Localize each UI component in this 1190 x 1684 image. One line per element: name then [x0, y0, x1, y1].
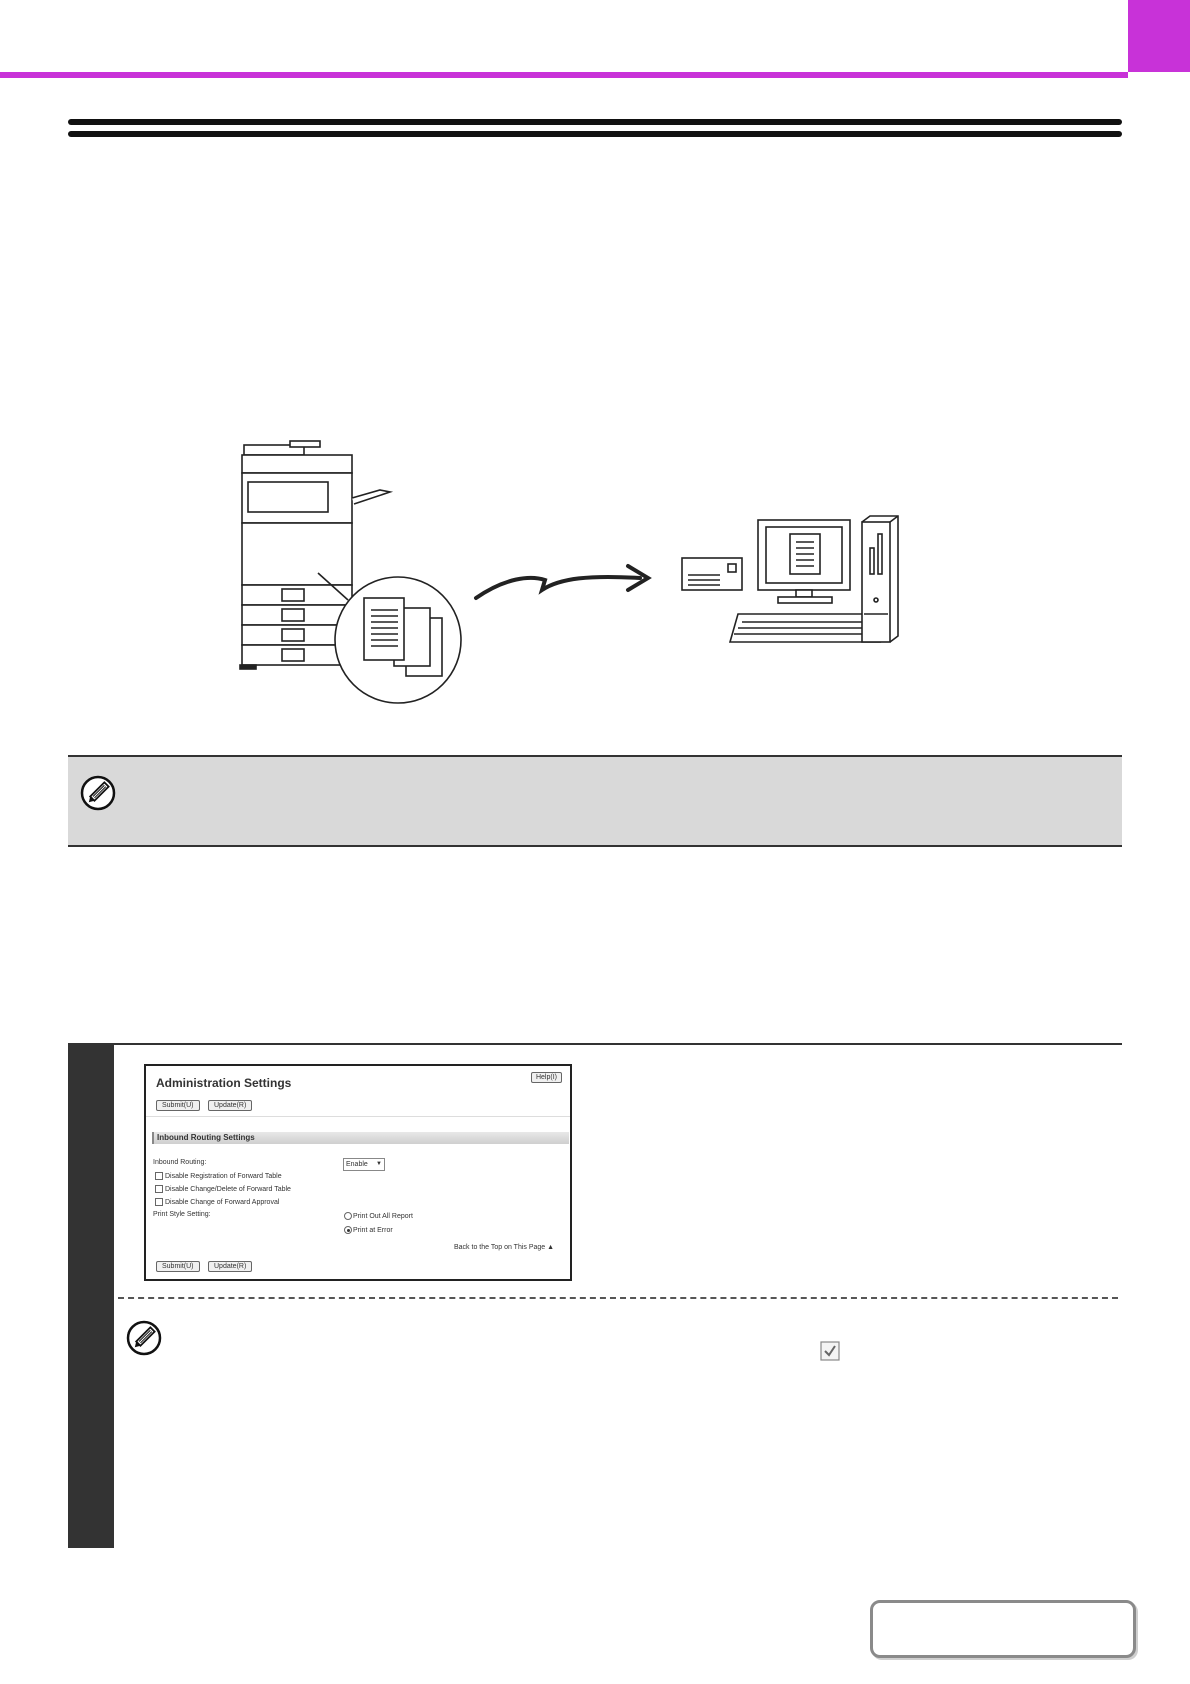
pencil-icon — [126, 1320, 162, 1356]
checkbox-option[interactable] — [155, 1172, 282, 1180]
checkbox-label: Disable Change of Forward Approval — [165, 1198, 280, 1206]
radio-label: Print Out All Report — [353, 1212, 413, 1220]
checkbox-label: Disable Registration of Forward Table — [165, 1172, 282, 1180]
inbound-routing-select[interactable] — [343, 1158, 385, 1171]
computer-icon — [730, 516, 898, 642]
title-rule-bottom — [68, 131, 1122, 137]
up-arrow-icon: ▲ — [547, 1244, 555, 1251]
title-rule-top — [68, 119, 1122, 125]
document-callout — [318, 573, 461, 703]
checkbox-icon — [820, 1341, 840, 1361]
dashed-separator — [118, 1297, 1118, 1299]
radio-label: Print at Error — [353, 1226, 393, 1234]
admin-settings-screenshot — [144, 1064, 572, 1281]
routing-illustration — [230, 430, 950, 710]
section-tab[interactable] — [1128, 0, 1190, 72]
step-top-rule — [68, 1043, 1122, 1045]
checkbox-icon[interactable] — [155, 1185, 163, 1193]
inbound-routing-label: Inbound Routing: — [153, 1159, 207, 1166]
print-style-label: Print Style Setting: — [153, 1211, 211, 1218]
submit-button[interactable]: Submit(U) — [156, 1100, 200, 1111]
section-header: Inbound Routing Settings — [152, 1132, 569, 1144]
help-button[interactable]: Help(I) — [531, 1072, 562, 1083]
back-to-top-text: Back to the Top on This Page — [454, 1244, 546, 1251]
radio-option[interactable] — [344, 1212, 413, 1220]
radio-icon[interactable] — [344, 1212, 352, 1220]
screenshot-header — [146, 1066, 570, 1117]
submit-button-bottom[interactable]: Submit(U) — [156, 1261, 200, 1272]
inbound-routing-value: Enable — [346, 1161, 368, 1168]
update-button[interactable]: Update(R) — [208, 1100, 252, 1111]
envelope-icon — [682, 558, 742, 590]
chevron-down-icon: ▼ — [376, 1161, 382, 1167]
checkbox-option[interactable] — [155, 1198, 279, 1206]
radio-option[interactable] — [344, 1226, 393, 1234]
checkbox-icon[interactable] — [155, 1198, 163, 1206]
checkbox-option[interactable] — [155, 1185, 291, 1193]
checkbox-label: Disable Change/Delete of Forward Table — [165, 1185, 291, 1193]
screenshot-title: Administration Settings — [156, 1076, 292, 1090]
update-button-bottom[interactable]: Update(R) — [208, 1261, 252, 1272]
transfer-arrow — [476, 566, 648, 598]
note-box — [68, 755, 1122, 847]
checkbox-icon[interactable] — [155, 1172, 163, 1180]
back-to-top-link[interactable] — [454, 1244, 554, 1251]
pencil-icon — [80, 775, 116, 811]
header-bar — [0, 0, 1128, 78]
contents-button[interactable] — [870, 1600, 1136, 1658]
radio-selected-icon[interactable] — [344, 1226, 352, 1234]
step-number-bar — [68, 1045, 114, 1548]
